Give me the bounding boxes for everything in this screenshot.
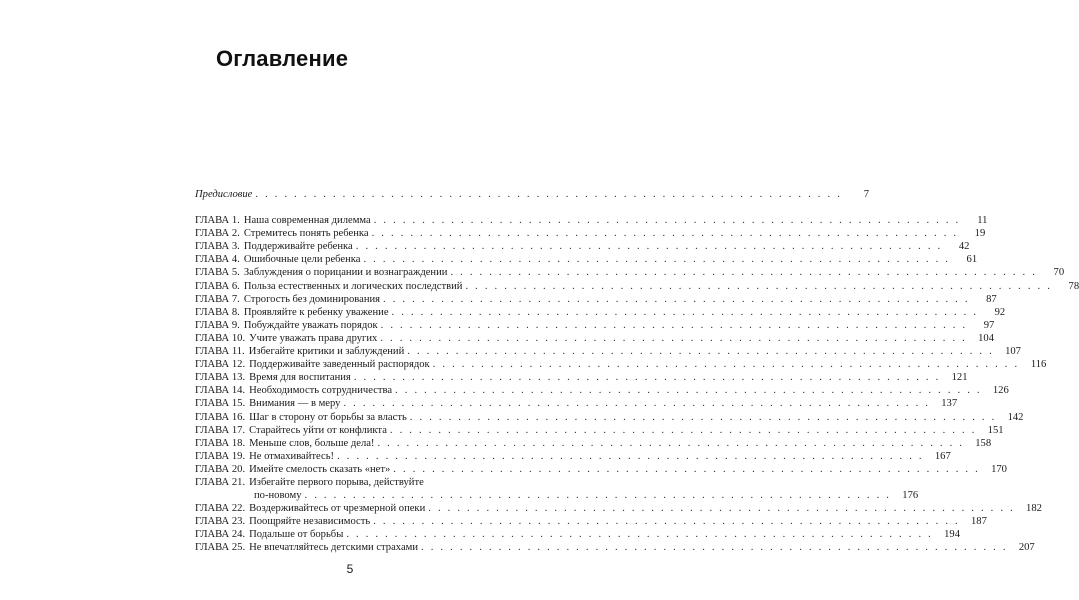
toc-entry (195, 280, 1079, 293)
toc-entry-title: Внимания — в меру (249, 398, 341, 410)
toc-entry-chapter-label: ГЛАВА 4. (195, 254, 240, 266)
toc-leader-dots (374, 214, 961, 227)
toc-entry-page: 11 (977, 215, 988, 227)
toc-entry (195, 332, 995, 345)
toc-entry (195, 437, 992, 450)
toc-entry-page: 70 (1053, 267, 1065, 279)
toc-entry-page: 121 (951, 372, 968, 384)
toc-entry-page: 182 (1026, 503, 1042, 515)
toc-entry-title: Имейте смелость сказать «нет» (249, 463, 391, 475)
toc-leader-dots (381, 319, 968, 332)
toc-entry (195, 463, 1007, 476)
toc-entry-chapter-label: ГЛАВА 5. (195, 267, 240, 279)
toc-leader-dots (373, 515, 960, 528)
toc-entry (195, 319, 995, 332)
toc-entry (195, 384, 1009, 397)
toc-entry-page: 194 (944, 529, 960, 541)
toc-entry (195, 424, 1004, 437)
toc-entry-title: Необходимость сотрудничества (249, 385, 393, 397)
toc-entry-title: Подальше от борьбы (249, 529, 344, 541)
toc-entry-chapter-label: ГЛАВА 24. (195, 529, 246, 541)
toc-entry-title: Проявляйте к ребенку уважение (243, 306, 389, 318)
toc-entry-chapter-label: ГЛАВА 18. (195, 437, 246, 449)
toc-leader-dots (390, 424, 977, 437)
toc-entry-title: Старайтесь уйти от конфликта (249, 424, 387, 436)
toc-leader-dots (354, 371, 941, 384)
toc-entry-page: 207 (1018, 542, 1035, 554)
toc-entry-chapter-label: ГЛАВА 17. (195, 424, 246, 436)
toc-entry-chapter-21 (195, 476, 505, 489)
toc-entry-chapter-label: ГЛАВА 25. (195, 542, 246, 554)
toc-entry (195, 293, 997, 306)
toc-entry-page: 167 (934, 450, 951, 462)
toc-entry-title: Шаг в сторону от борьбы за власть (249, 411, 407, 423)
toc-entry-page: 170 (991, 463, 1007, 475)
toc-entry (195, 528, 960, 541)
toc-entry-page: 142 (1007, 411, 1024, 423)
toc-leader-dots (428, 502, 1015, 515)
toc-entry-page: 78 (1068, 280, 1079, 292)
toc-entry (195, 345, 1021, 358)
toc-entry-chapter-label: ГЛАВА 10. (195, 332, 246, 344)
toc-entry-page: 61 (966, 254, 978, 266)
toc-entry-title: Поддерживайте заведенный распорядок (249, 359, 430, 371)
toc-entry-title: Наша современная дилемма (243, 215, 371, 227)
toc-entry-title-line-2: по-новому (254, 490, 302, 502)
toc-entry-title: Ошибочные цели ребенка (243, 254, 361, 266)
toc-entry (195, 411, 1024, 424)
toc-entry-page: 104 (978, 332, 995, 344)
toc-entry-title: Строгость без доминирования (243, 293, 381, 305)
toc-entry-chapter-label: ГЛАВА 20. (195, 463, 246, 475)
toc-leader-dots (377, 437, 964, 450)
toc-entry-title: Воздерживайтесь от чрезмерной опеки (249, 503, 426, 515)
toc-entry-page: 42 (958, 241, 970, 253)
toc-entry-chapter-label: ГЛАВА 12. (195, 359, 246, 371)
toc-entry-chapter-21-continuation (195, 489, 919, 502)
toc-entry-chapter-label: ГЛАВА 21. (195, 476, 246, 488)
toc-leader-dots (410, 411, 997, 424)
toc-leader-dots (255, 188, 842, 201)
toc-entry (195, 371, 968, 384)
toc-leader-dots (450, 266, 1037, 279)
toc-entry-page: 137 (941, 398, 958, 410)
toc-entry (195, 253, 978, 266)
toc-entry-chapter-label: ГЛАВА 6. (195, 280, 240, 292)
toc-entry-page: 116 (1030, 359, 1047, 371)
toc-entry (195, 214, 988, 227)
table-of-contents (195, 188, 1079, 555)
toc-entry-title: Поощряйте независимость (249, 516, 371, 528)
toc-entry (195, 240, 970, 253)
page-title: Оглавление (216, 46, 349, 71)
toc-entry-page: 126 (992, 385, 1009, 397)
toc-entry (195, 266, 1065, 279)
toc-leader-dots (407, 345, 994, 358)
toc-leader-dots (395, 384, 982, 397)
toc-entry-page: 151 (987, 424, 1004, 436)
toc-leader-dots (380, 332, 967, 345)
toc-leader-dots (337, 450, 924, 463)
toc-entry (195, 397, 958, 410)
toc-leader-dots (392, 306, 979, 319)
toc-entry-page: 107 (1005, 346, 1021, 358)
toc-entry-preface (195, 188, 870, 201)
toc-entry-chapter-label: ГЛАВА 23. (195, 516, 246, 528)
toc-entry-chapter-label: ГЛАВА 15. (195, 398, 246, 410)
toc-entry (195, 515, 987, 528)
toc-leader-dots (305, 489, 892, 502)
toc-entry-chapter-label: ГЛАВА 13. (195, 372, 246, 384)
toc-entry-title: Побуждайте уважать порядок (243, 319, 378, 331)
toc-entry (195, 541, 1035, 554)
toc-leader-dots (383, 293, 970, 306)
toc-entry-chapter-label: ГЛАВА 9. (195, 319, 240, 331)
toc-entry-page: 87 (986, 293, 997, 305)
toc-entry-chapter-label: ГЛАВА 1. (195, 215, 240, 227)
toc-entry-page: 19 (974, 228, 986, 240)
toc-entry (195, 502, 1042, 515)
toc-leader-dots (421, 541, 1008, 554)
toc-entry-page: 7 (863, 189, 870, 200)
toc-entry-title: Меньше слов, больше дела! (249, 437, 375, 449)
toc-entry-chapter-label: ГЛАВА 7. (195, 293, 240, 305)
toc-entry-title: Поддерживайте ребенка (243, 241, 353, 253)
toc-leader-dots (363, 253, 950, 266)
toc-entry-title: Время для воспитания (249, 372, 351, 384)
toc-entry-title: Не впечатляйтесь детскими страхами (249, 542, 419, 554)
toc-entry-page: 176 (902, 490, 919, 502)
toc-entry-page: 187 (970, 516, 987, 528)
toc-entry-chapter-label: ГЛАВА 22. (195, 503, 246, 515)
page-number: 5 (346, 562, 354, 576)
toc-entry-title: Предисловие (195, 189, 253, 200)
toc-entry-title: Избегайте критики и заблуждений (248, 346, 405, 358)
toc-entry-page: 92 (994, 306, 1006, 318)
toc-entry-chapter-label: ГЛАВА 3. (195, 241, 240, 253)
toc-entry-chapter-label: ГЛАВА 14. (195, 385, 246, 397)
toc-entry-chapter-label: ГЛАВА 16. (195, 411, 246, 423)
toc-leader-dots (346, 528, 933, 541)
toc-entry-title: Учите уважать права других (249, 332, 378, 344)
toc-entry (195, 227, 986, 240)
toc-entry-chapter-label: ГЛАВА 8. (195, 306, 240, 318)
toc-leader-dots (393, 463, 980, 476)
toc-entry-page: 158 (975, 437, 992, 449)
toc-entry (195, 358, 1047, 371)
toc-leader-dots (372, 227, 959, 240)
toc-leader-dots (433, 358, 1020, 371)
toc-entry-title: Стремитесь понять ребенка (243, 228, 369, 240)
toc-leader-dots (343, 397, 930, 410)
toc-entry-title: Польза естественных и логических последствий (243, 280, 463, 292)
toc-entry (195, 450, 951, 463)
toc-entry-chapter-label: ГЛАВА 2. (195, 228, 240, 240)
toc-leader-dots (356, 240, 943, 253)
toc-leader-dots (465, 280, 1052, 293)
toc-entry-chapter-label: ГЛАВА 11. (195, 346, 245, 358)
toc-entry-title: Не отмахивайтесь! (249, 450, 335, 462)
toc-entry-title: Заблуждения о порицании и вознаграждении (243, 267, 448, 279)
toc-entry (195, 306, 1006, 319)
toc-entry-chapter-label: ГЛАВА 19. (195, 450, 246, 462)
toc-entry-page: 97 (983, 319, 995, 331)
toc-entry-title-line-1: Избегайте первого порыва, действуйте (249, 476, 424, 488)
